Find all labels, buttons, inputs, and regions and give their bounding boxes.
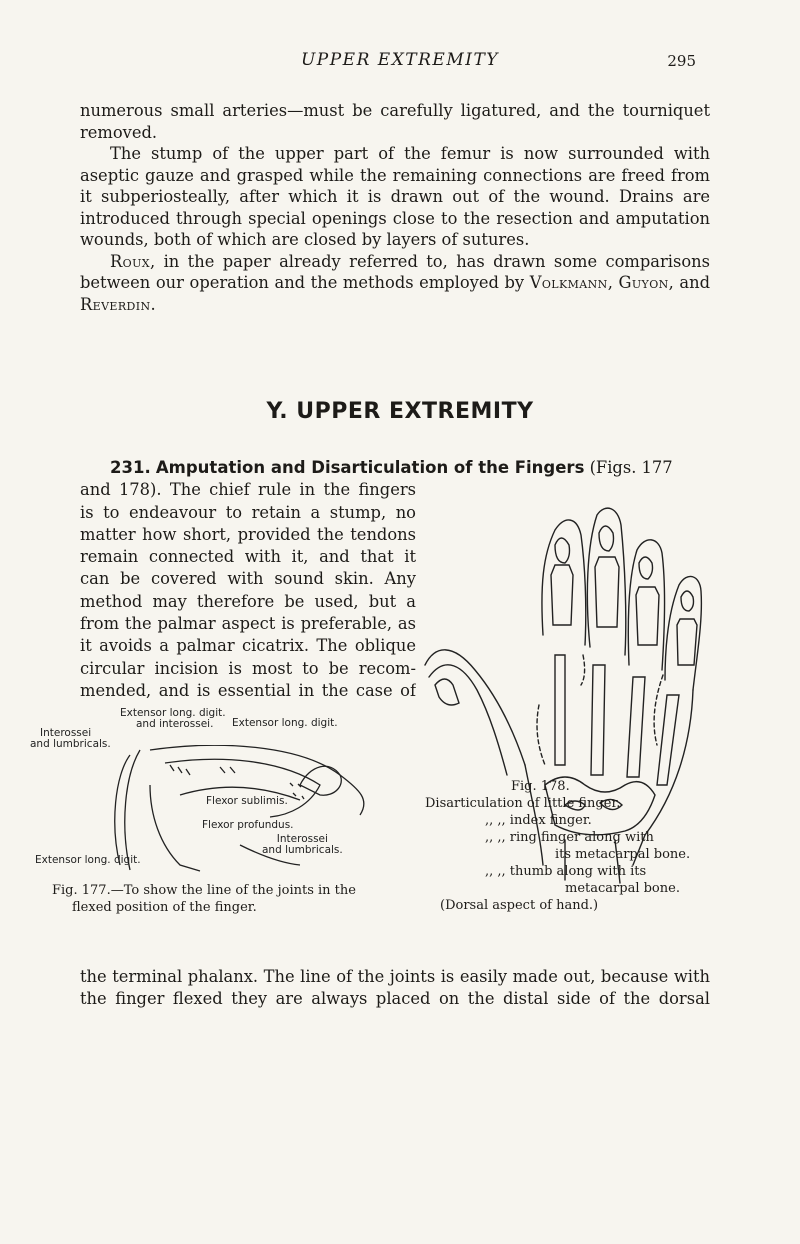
text-run: , in the paper already referred to, has drawn some comparisons between our operation and the methods employed by (80, 251, 710, 292)
index-distal-phalanx (555, 538, 570, 563)
ring-distal-phalanx (639, 557, 653, 579)
caption-line: flexed position of the finger. (72, 900, 257, 915)
section-title: Y. UPPER EXTREMITY (266, 399, 534, 424)
text-line: matter how short, provided the tendons (80, 524, 416, 544)
middle-finger-outline (587, 508, 625, 655)
caption-line: its metacarpal bone. (555, 847, 691, 862)
caption-line: ,, ,, index finger. (485, 813, 592, 828)
paragraph-heading-line (80, 457, 710, 479)
text-line: mended, and is essential in the case of (80, 680, 416, 700)
text-line: the finger flexed they are always placed on the distal side of the dorsal (80, 989, 710, 1008)
label-line: and lumbricals. (30, 738, 111, 750)
label-extensor-long-top: Extensor long. digit. (232, 717, 338, 729)
caption-title: Fig. 178. (511, 779, 570, 794)
paragraph-heading: Amputation and Disarticulation of the Fingers (155, 458, 585, 477)
caption-line: Disarticulation of little finger. (425, 796, 621, 811)
middle-phalanx (150, 785, 200, 871)
paragraph: numerous small arteries—must be carefully ligatured, and the tourniquet removed. (80, 101, 710, 142)
metacarpal-bones (555, 655, 679, 785)
text-run: , and (668, 273, 711, 292)
label-flexor-profundus: Flexor profundus. (202, 819, 294, 831)
label-extensor-long-bottom: Extensor long. digit. (35, 854, 141, 866)
middle-middle-phalanx (595, 557, 619, 627)
finger-stump-inner (125, 750, 140, 870)
figure-178-caption (425, 778, 730, 914)
finger-stump-outline (115, 755, 130, 865)
text-line: it avoids a palmar cicatrix. The oblique (80, 636, 416, 656)
bone-texture (170, 765, 235, 775)
text-line: is to endeavour to retain a stump, no (80, 502, 416, 522)
text-line: and 178). The chief rule in the fingers (80, 480, 416, 500)
text-line: method may therefore be used, but a (80, 591, 416, 611)
paragraph (80, 251, 710, 316)
text-line: the terminal phalanx. The line of the joints is easily made out, because with (80, 967, 710, 986)
bottom-text (80, 966, 710, 1010)
author-name: Guyon (618, 273, 669, 292)
text-run: . (150, 294, 156, 314)
label-interossei-lumbricals-lower (262, 834, 343, 856)
caption-line: ,, ,, thumb along with its (485, 864, 647, 879)
paragraph-number: 231. (110, 458, 151, 477)
author-name: Reverdin (80, 294, 151, 314)
thumb-distal-phalanx (435, 679, 459, 705)
top-text (80, 100, 710, 315)
label-line: and interossei. (136, 718, 214, 730)
incision-lines (537, 655, 663, 765)
index-middle-phalanx (551, 565, 573, 625)
figure-177-caption (52, 882, 432, 916)
author-name: Volkmann (529, 273, 608, 292)
paragraph: The stump of the upper part of the femur is now surrounded with aseptic gauze and grasped while the remaining connections are freed from it subperiosteally, after which it is drawn out of the wound. Drains are introduced through special openings close to the resection and amputation wounds, both of which are closed by layers of sutures. (80, 144, 710, 249)
thumb-inner-outline (429, 665, 507, 775)
label-line: Interossei (276, 833, 328, 845)
caption-line: Fig. 177.—To show the line of the joints in the (52, 883, 356, 898)
little-distal-phalanx (681, 591, 694, 611)
joint-cross-section (300, 766, 341, 795)
caption-line: ,, ,, ring finger along with (485, 830, 654, 845)
caption-line: (Dorsal aspect of hand.) (440, 898, 599, 913)
caption-line: metacarpal bone. (565, 881, 680, 896)
label-line: Extensor long. digit. (120, 707, 226, 719)
page-number: 295 (667, 52, 696, 70)
figure-reference: (Figs. 177 (584, 458, 673, 477)
text-line: from the palmar aspect is preferable, as (80, 614, 416, 634)
little-middle-phalanx (677, 619, 697, 665)
label-extensor-interossei (120, 708, 226, 730)
label-line: and lumbricals. (262, 844, 343, 856)
label-interossei-lumbricals (30, 728, 111, 750)
text-run: , (607, 273, 619, 292)
text-line: can be covered with sound skin. Any (80, 569, 416, 589)
running-head: UPPER EXTREMITY (300, 50, 500, 70)
text-line: circular incision is most to be recom- (80, 658, 416, 678)
middle-distal-phalanx (599, 526, 614, 551)
text-line: remain connected with it, and that it (80, 547, 416, 567)
author-name: Roux (110, 251, 150, 271)
label-flexor-sublimis: Flexor sublimis. (206, 795, 288, 807)
ring-middle-phalanx (636, 587, 659, 645)
label-line: Interossei (40, 727, 92, 739)
